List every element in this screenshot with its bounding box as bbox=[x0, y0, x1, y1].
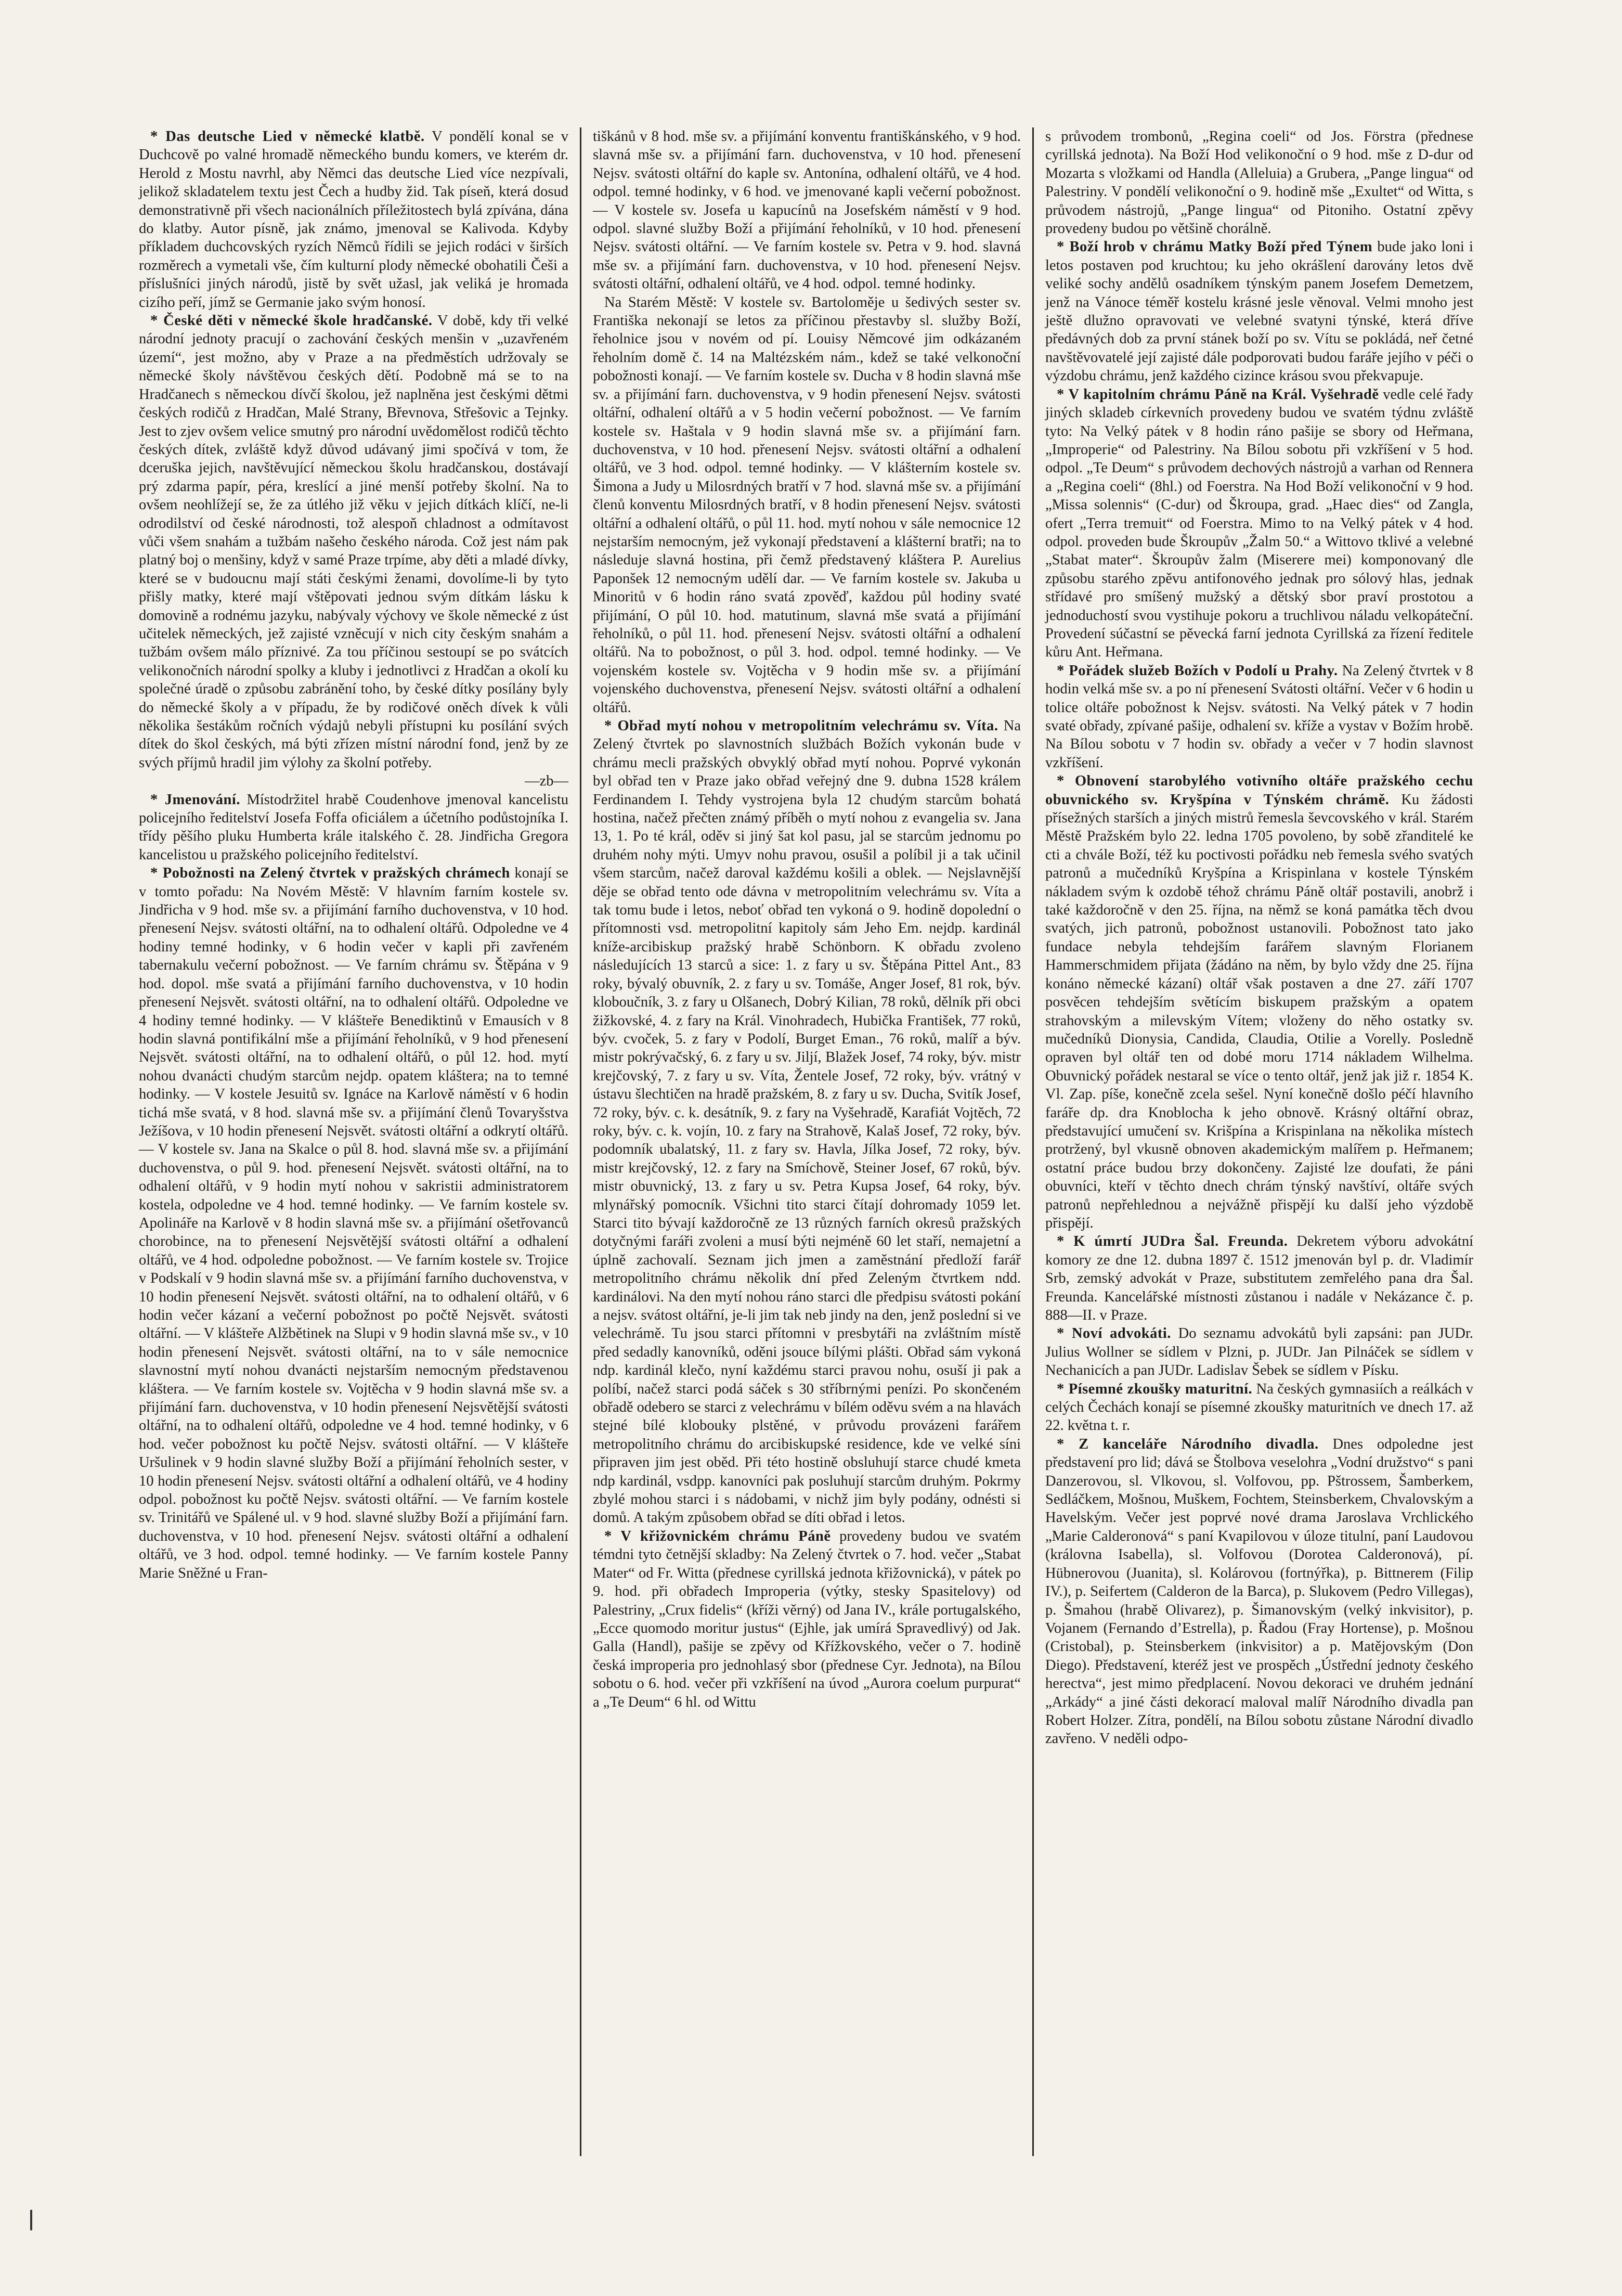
article-text: Na Starém Městě: V kostele sv. Bartoloměje u šedivých sester sv. Františka nekonají se letos za příčinou přestavby sl. služby Boží, řeholnice jsou v novém od pí. Louisy Němcové jim odkázaném řeholním domě č. 14 na Maltézském nám., kdež se také velkonoční pobožnosti konají. — Ve farním kostele sv. Ducha v 8 hodin slavná mše sv. a přijímání farn. duchovenstva, v 9 hodin přenesení Nejsv. svátosti oltářní, odhalení oltářů a v 5 hodin večerní pobožnost. — Ve farním kostele sv. Haštala v 9 hodin slavná mše sv. a přijímání farn. duchovenstva, v 10 hod. přenesení Nejsv. svátosti oltářní a odhalení oltářů, ve 3 hod. odpol. temné hodinky. — V klášterním kostele sv. Šimona a Judy u Milosrdných bratří v 7 hod. slavná mše sv. a přijímání členů konventu Milosrdných bratří, v 8 hodin přenesení Nejsv. svátosti oltářní a odhalení oltářů, o půl 11. hod. mytí nohou v sále nemocnice 12 nejstarším nemocným, jež vykonají představení a klášterní bratři; na to následuje slavná hostina, při čemž představený kláštera P. Aurelius Paponšek 12 nemocným udělí dar. — Ve farním kostele sv. Jakuba u Minoritů v 6 hodin ráno svatá zpověď, každou půl hodiny svaté přijímání, O půl 10. hod. matutinum, slavná mše svatá a přijímání řeholníků, o půl 11. hod. přenesení Nejsv. svátosti oltářní a odhalení oltářů. Na to pobožnost, o půl 3. hod. odpol. temné hodinky. — Ve vojenském kostele sv. Vojtěcha v 9 hodin mše sv. a přijímání vojenského duchovenstva, přenesení Nejsv. svátosti oltářní a odhalení oltářů. bbox=[593, 294, 1021, 716]
article-paragraph bbox=[1045, 1232, 1473, 1324]
article-text: Ku žádosti přísežných starších a jiných mistrů řemesla ševcovského v král. Starém Městě Pražském bylo 22. ledna 1705 povoleno, by sobě zřanditelé ke cti a chvále Boží, též ku poctivosti pořádku neb řemesla svého svatých patronů a mučedníků Kryšpína a Krispinlana v kostele Týnském nákladem svým k ozdobě téhož chrámu Páně oltář postavili, anobrž i také každoročně v den 25. října, na němž se koná památka těch dvou svatých, jich patronů, pobožnost ustanovili. Pobožnost tato jako fundace nebyla tehdejším farářem slavným Florianem Hammerschmidem přijata (žádáno na něm, by bylo vždy dne 25. října konáno německé kázaní) oltář však postaven a dne 27. září 1707 posvěcen tehdejším světícím biskupem pražským a opatem strahovským a milevským Vítem; vloženy do něho ostatky sv. mučedníků Dionysia, Candida, Claudia, Otilie a Vorelly. Posledně opraven byl oltář ten od dobé moru 1714 nákladem Wilhelma. Obuvnický pořádek nestaral se více o tento oltář, jenž jak již r. 1854 K. Vl. Zap. píše, konečně zcela sešel. Nyní konečně došlo péčí hlavního faráře dp. dra Knoblocha k jeho obnově. Krásný oltářní obraz, představující umučení sv. Krišpína a Krispinlana na několika místech protržený, byl vkusně obnoven akademickým malířem p. Heřmanem; ostatní práce budou brzy dokončeny. Zajisté lze doufati, že páni obuvníci, kteří v těchto dnech chrám týnský navštíví, oltáře svých patronů nepřehlednou a nejvážně přispějí ku další jeho výzdobě přispějí. bbox=[1045, 791, 1474, 1231]
article-heading: * Písemné zkoušky maturitní. bbox=[1057, 1381, 1253, 1397]
article-paragraph bbox=[1045, 127, 1473, 238]
article-heading: * Noví advokáti. bbox=[1057, 1325, 1171, 1342]
column-1 bbox=[127, 127, 580, 2156]
article-paragraph bbox=[1045, 238, 1473, 385]
article-paragraph bbox=[1045, 1380, 1473, 1435]
article-paragraph bbox=[139, 791, 568, 865]
article-heading: * Obnovení starobylého votivního oltáře pražského cechu obuvnického sv. Kryšpína v Týnském chrámě. bbox=[1045, 773, 1473, 808]
text-columns bbox=[127, 127, 1485, 2156]
article-text: vedle celé řady jiných skladeb církevních provedeny budou ve svatém týdnu zvláště tyto: Na Velký pátek v 8 hodin ráno pašije se sbory od Heřmana, „Improperie“ od Palestriny. Na Bílou sobotu při vzkříšení v 5 hod. odpol. „Te Deum“ s průvodem dechových nástrojů a varhan od Rennera a „Regina coeli“ (8hl.) od Foerstra. Na Hod Boží velikonoční v 9 hod. „Missa solennis“ (C-dur) od Škroupa, grad. „Haec dies“ od Zangla, ofert „Terra tremuit“ od Foerstra. Mimo to na Velký pátek v 4 hod. odpol. proveden bude Škroupův „Žalm 50.“ a Wittovo tklivé a velebné „Stabat mater“. Škroupův žalm (Miserere mei) komponovaný dle způsobu starého zpěvu antifonového jednak pro sólový hlas, jednak střídavé pro smíšený mužský a dětský sbor praví prostotou a jednoduchostí svou vystihuje pokoru a truchlivou náladu velkopáteční. Provedení súčastní se pěvecká farní jednota Cyrillská za řízení ředitele kůru Ant. Heřmana. bbox=[1045, 386, 1473, 661]
article-heading: * Z kanceláře Národního divadla. bbox=[1057, 1436, 1319, 1452]
article-heading: * K úmrtí JUDra Šal. Freunda. bbox=[1057, 1233, 1288, 1250]
article-text: V době, kdy tři velké národní jednoty pracují o zachování českých menšin v „uzavřeném území“, jest možno, aby v Praze a na předměstích udržovaly se německé školy návštěvou českých dětí. Podobně má se to na Hradčanech s německou dívčí školou, jež naplněna jest českými dětmi českých rodičů z Hradčan, Malé Strany, Břevnova, Střešovic a Tejnky. Jest to zjev ovšem velice smutný pro národní uvědomělost rodičů těchto českých dítek, zvláště když důvod udávaný jimi spočívá v tom, že dceruška jejich, navštěvující německou školu hradčanskou, dostávají prý zdarma papír, péra, kreslící a jiné menší potřeby školní. Na to ovšem neohlížejí se, že za útlého již věku v jejich dítkách klíčí, ne-li odrodilství od české národnosti, tož alespoň chladnost a odmítavost vůči všem snahám a tužbám našeho českého národa. Což jest nám pak platný boj o menšiny, když v samé Praze trpíme, aby děti a mladé dívky, které se v budoucnu mají státi českými ženami, dovolíme-li by tyto přišly matky, které mají vštěpovati jednou svým dítkám lásku k domovině a rodnému jazyku, nabývaly výchovy ve škole německé z úst učitelek německých, jež zajisté vzněcují v nich city českým snahám a tužbám ovšem málo příznivé. Za tou příčinou sestoupí se po svátcích velikonočních národní spolky a kluby i jednotlivci z Hradčan a okolí ku společné úradě o způsobu zabránění toho, by české dítky posílány byly do německé školy a v případu, že by rodičové oněch dívek k vůli několika šestákům ročních výdajů nebyli přístupni ku posílání svých dítek do škol českých, má býti zřízen místní národní fond, jenž by ze svých příjmů hradil jim výlohy za školní potřeby. bbox=[139, 313, 568, 771]
article-text: konají se v tomto pořadu: Na Novém Městě: V hlavním farním kostele sv. Jindřicha v 9 hod. mše sv. a přijímání farního duchovenstva, v 10 hod. přenesení Nejsv. svátosti oltářní, na to odhalení oltářů. Odpoledne ve 4 hodiny temné hodinky, v 6 hodin večer v kapli při zavřeném tabernakulu večerní pobožnost. — Ve farním chrámu sv. Štěpána v 9 hod. dopol. mše svatá a přijímání farního duchovenstva, v 10 hodin přenesení Nejsvět. svátosti oltářní, na to odhalení oltářů. Odpoledne ve 4 hodiny temné hodinky. — V klášteře Benediktinů v Emausích v 8 hodin slavná pontifikální mše a přijímání řeholníků, v 9 hod přenesení Nejsvět. svátosti oltářní, na to odhalení oltářů, o půl 12. hod. mytí nohou dvanácti chudým starcům nejdp. opatem kláštera; na to temné hodinky. — V kostele Jesuitů sv. Ignáce na Karlově náměstí v 6 hodin tichá mše svatá, v 8 hod. slavná mše sv. a přijímání členů Tovaryšstva Ježíšova, v 10 hodin přenesení Nejsvět. svátosti oltářní a odkrytí oltářů. — V kostele sv. Jana na Skalce o půl 8. hod. slavná mše sv. a přijímání duchovenstva, o půl 9. hod. přenesení Nejsvět. svátosti oltářní, na to odhalení oltářů, v 9 hodin mytí nohou v sakristii administratorem kostela, odpoledne ve 4 hod. temné hodinky. — Ve farním kostele sv. Apolináře na Karlově v 8 hodin slavná mše sv. a přijímání ošetřovanců chorobince, na to přenesení Nejsvětější svátosti oltářní a odhalení oltářů, ve 4 hod. odpoledne pobožnost. — Ve farním kostele sv. Trojice v Podskalí v 9 hodin slavná mše sv. a přijímání farního duchovenstva, v 10 hodin přenesení Nejsvět. svátosti oltářní, na to odhalení oltářů, v 6 hodin večer kázaní a večerní pobožnost po počtě Nejsvět. svátosti oltářní. — V klášteře Alžbětinek na Slupi v 9 hodin slavná mše sv., v 10 hodin přenesení Nejsvět. svátosti oltářní, na to v sále nemocnice slavnostní mytí nohou dvanácti nejstarším nemocným představenou kláštera. — Ve farním kostele sv. Vojtěcha v 9 hodin slavná mše sv. a přijímání farn. duchovenstva, v 10 hodin přenesení Nejsvětější svátosti oltářní, na to odhalení oltářů, odpoledne ve 4 hod. temné hodinky, v 6 hod. večer pobožnost ku počtě Nejsv. svátosti oltářní. — V klášteře Uršulinek v 9 hodin slavné služby Boží a přijímání řeholních sester, v 10 hodin přenesení Nejsv. svátosti oltářní a odhalení oltářů, ve 4 hodiny odpol. pobožnost ku počtě Nejsv. svátosti oltářní. — Ve farním kostele sv. Trinitářů ve Spálené ul. v 9 hod. slavné služby Boží a přijímání farn. duchovenstva, v 10 hod. přenesení Nejsv. svátosti oltářní a odhalení oltářů, ve 3 hod. odpol. temné hodinky. — Ve farním kostele Panny Marie Sněžné u Fran- bbox=[139, 865, 568, 1581]
signature: —zb— bbox=[525, 773, 568, 790]
article-text: Dnes odpoledne jest představení pro lid; dává se Štolbova veselohra „Vodní družstvo“ s pani Danzerovou, sl. Vlkovou, sl. Volfovou, pp. Pštrossem, Šamberkem, Sedláčkem, Mošnou, Muškem, Fochtem, Steinsberkem, Chvalovským a Havelským. Večer jest poprvé nové drama Jaroslava Vrchlického „Marie Calderonová“ s paní Kvapilovou v úloze titulní, paní Laudovou (královna Isabella), sl. Volfovou (Dorotea Calderonová), pí. Hübnerovou (Juanita), sl. Kolárovou (fortnýřka), p. Bittnerem (Filip IV.), p. Seifertem (Calderon de la Barca), p. Slukovem (Pedro Villegas), p. Šmahou (hrabě Olivarez), p. Šimanovským (velký inkvisitor), p. Vojanem (Fernando d’Estrella), p. Řadou (Fray Hortense), p. Mošnou (Cristobal), p. Steinsberkem (inkvisitor) a p. Matějovským (Don Diego). Představení, kteréž jest ve prospěch „Ústřední jednoty českého herectva“, jest mimo předplacení. Novou dekoraci ve druhém jednání „Arkády“ a jiné části dekorací maloval malíř Národního divadla pan Robert Holzer. Zítra, pondělí, na Bílou sobotu zůstane Národní divadlo zavřeno. V neděli odpo- bbox=[1045, 1436, 1473, 1747]
article-paragraph bbox=[1045, 385, 1473, 662]
article-text: Na českých gymnasiích a reálkách v celých Čechách konají se písemné zkoušky maturitních ve dnech 17. až 22. května t. r. bbox=[1045, 1381, 1474, 1434]
article-paragraph bbox=[139, 312, 568, 772]
column-3 bbox=[1032, 127, 1485, 2156]
article-text: tiškánů v 8 hod. mše sv. a přijímání konventu františkánského, v 9 hod. slavná mše sv. a přijímání farn. duchovenstva, v 10 hod. přenesení Nejsv. svátosti oltářní do kaple sv. Antonína, odhalení oltářů, ve 4 hod. odpol. temné hodinky, v 6 hod. ve jmenované kapli večerní pobožnost. — V kostele sv. Josefa u kapucínů na Josefském náměstí v 9 hod. odpol. slavné služby Boží a přijímání řeholníků, v 10 hod. přenesení Nejsv. svátosti oltářní. — Ve farním kostele sv. Petra v 9. hod. slavná mše sv. a přijímání farn. duchovenstva, v 10 hod. přenesení Nejsv. svátosti oltářní, odhalení oltářů, ve 4 hod. odpol. temné hodinky. bbox=[593, 128, 1021, 292]
article-heading: * Das deutsche Lied v německé klatbě. bbox=[150, 128, 425, 145]
article-heading: * Boží hrob v chrámu Matky Boží před Týnem bbox=[1057, 239, 1373, 255]
article-paragraph bbox=[593, 1527, 1021, 1711]
article-heading: * Pobožnosti na Zelený čtvrtek v pražských chrámech bbox=[150, 865, 510, 882]
article-paragraph bbox=[139, 864, 568, 1582]
article-text: s průvodem trombonů, „Regina coeli“ od Jos. Förstra (přednese cyrillská jednota). Na Boží Hod velikonoční o 9 hod. mše z D-dur od Mozarta s vložkami od Handla (Alleluia) a Grubera, „Pange lingua“ od Palestriny. V pondělí velikonoční o 9. hodině mše „Exultet“ od Witta, s průvodem nástrojů, „Pange lingua“ od Pitoniho. Ostatní zpěvy provedeny budou po většině chorálně. bbox=[1045, 128, 1473, 237]
article-paragraph bbox=[593, 127, 1021, 293]
article-heading: * Obřad mytí nohou v metropolitním velechrámu sv. Víta. bbox=[604, 718, 998, 734]
article-text: provedeny budou ve svatém témdni tyto četnější skladby: Na Zelený čtvrtek o 7. hod. večer „Stabat Mater“ od Fr. Witta (přednese cyrillská jednota křižovnická), v pátek po 9. hod. při obřadech Improperia (výtky, stesky Spasitelovy) od Palestriny, „Crux fidelis“ (kříži věrný) od Jana IV., krále portugalského, „Ecce quomodo moritur justus“ (Ejhle, jak umírá Spravedlivý) od Jak. Galla (Handl), pašije se zpěvy od Křížkovského, večer o 7. hodině česká improperia pro jednohlasý sbor (přednese Cyr. Jednota), na Bílou sobotu o 6. hod. večer při vzkříšení na úvod „Aurora coelum purpurat“ a „Te Deum“ 6 hl. od Wittu bbox=[593, 1528, 1021, 1710]
article-paragraph bbox=[1045, 772, 1473, 1232]
article-heading: * V křižovnickém chrámu Páně bbox=[604, 1528, 831, 1544]
margin-mark bbox=[30, 2210, 32, 2230]
article-paragraph bbox=[1045, 662, 1473, 772]
article-text: V pondělí konal se v Duchcově po valné hromadě německého bundu komers, ve kterém dr. Herold z Mostu navrhl, aby Němci das deutsche Lied více nezpívali, jelikož skladatelem textu jest Čech a hudby žid. Tak píseň, která dosud demonstrativně při všech nacionálních příležitostech bylá zpívána, dána do klatby. Autor písně, jak známo, jmenoval se Kalivoda. Kdyby příkladem duchcovských ryzích Němců řídili se jejich rodáci v širších rozměrech a vymetali vše, čím kulturní plody německé obohatili Češi a příslušníci jiných národů, jistě by svět užasl, jak veliká je hromada cizího peří, jímž se Germanie jako svým honosí. bbox=[139, 128, 568, 311]
article-paragraph bbox=[593, 293, 1021, 717]
article-text: Dekretem výboru advokátní komory ze dne 12. dubna 1897 č. 1512 jmenován byl p. dr. Vladimír Srb, zemský advokát v Praze, substitutem zemřelého pana dra Šal. Freunda. Kancelářské místnosti zůstanou i nadále v Nekázance č. p. 888—II. v Praze. bbox=[1045, 1233, 1473, 1323]
article-text: Místodržitel hrabě Coudenhove jmenoval kancelistu policejního ředitelství Josefa Foffa oficiálem a účetního podůstojníka I. třídy pěšího pluku Humberta krále italského č. 28. Jindřicha Gregora kancelistou u pražského policejního ředitelství. bbox=[139, 791, 569, 863]
article-heading: * Pořádek služeb Božích v Podolí u Prahy. bbox=[1057, 662, 1338, 679]
article-paragraph bbox=[593, 717, 1021, 1527]
article-text: Do seznamu advokátů byli zapsáni: pan JUDr. Julius Wollner se sídlem v Plzni, p. JUDr. Jan Pilnáček se sídlem v Nechanicích a pan JUDr. Ladislav Šebek se sídlem v Písku. bbox=[1045, 1325, 1473, 1379]
article-text: bude jako loni i letos postaven pod kruchtou; ku jeho okrášlení darovány letos dvě veliké sochy andělů osadníkem týnským panem Josefem Demetzem, jenž na Vánoce téměř kostelu krásné jesle věnoval. Velmi mnoho jest ještě dlužno opravovati ve velebné svatyni týnské, která dříve předávných dob za první stánek boží po sv. Vítu se pokládá, neř četné navštěvovatelé její zajisté dále podporovati budou faráře jejího v péči o výzdobu chrámu, jenž každého cizince krásou svou překvapuje. bbox=[1045, 239, 1473, 384]
article-paragraph bbox=[139, 127, 568, 312]
article-heading: * Jmenování. bbox=[150, 791, 240, 808]
article-text: Na Zelený čtvrtek po slavnostních službách Božích vykonán bude v chrámu mecli pražských obvyklý obřad mytí nohou. Poprvé vykonán byl obřad ten v Praze jako obřad veřejný dne 9. dubna 1528 králem Ferdinandem I. Tehdy vystrojena byla 12 chudým starcům bohatá hostina, načež přečten známý příběh o mytí nohou z evangelia sv. Jana 13, 1. Po té král, oděv si jiný šat kol pasu, jal se starcům jednomu po druhém nohy mýti. Umyv nohu pravou, osušil a políbil ji a tak učinil všem starcům, načež daroval každému košili a oblek. — Nejslavnější děje se obřad tento ode dávna v metropolitním velechrámu sv. Víta a tak tomu bude i letos, neboť obřad ten vykoná o 9. hodině dopolední o přítomnosti vsd. metropolitní kapitoly sám Jeho Em. nejdp. kardinál kníže-arcibiskup pražský hrabě Schönborn. K obřadu zvoleno následujících 13 starců a sice: 1. z fary u sv. Štěpána Pittel Ant., 83 roky, bývalý obuvník, 2. z fary u sv. Tomáše, Anger Josef, 81 rok, býv. kloboučník, 3. z fary u Olšanech, Dobrý Kilian, 78 roků, dělník při obci žižkovské, 4. z fary na Král. Vinohradech, Hubička František, 77 roků, býv. cvoček, 5. z fary v Podolí, Burget Eman., 76 roků, malíř a býv. mistr pokrývačský, 6. z fary u sv. Jiljí, Blažek Josef, 74 roky, býv. mistr krejčovský, 7. z fary u sv. Víta, Žentele Josef, 72 roky, býv. vrátný v ústavu šlechtičen na hradě pražském, 8. z fary u sv. Ducha, Svitík Josef, 72 roky, býv. c. k. desátník, 9. z fary na Vyšehradě, Karafiát Vojtěch, 72 roky, býv. c. k. vojín, 10. z fary na Strahově, Kalaš Josef, 72 roky, býv. podomník ubalatský, 11. z fary sv. Havla, Jílka Josef, 72 roky, býv. mistr krejčovský, 12. z fary na Smíchově, Steiner Josef, 67 roků, býv. mistr obuvnický, 13. z fary u sv. Petra Kupsa Josef, 64 roky, býv. mlynářský pomocník. Všichni tito starci čítají dohromady 1059 let. Starci tito bývají každoročně ze 13 různých farních okresů pražských dotyčnými faráři zvoleni a musí býti nejméně 60 let staří, nemajetní a úplně zachovalí. Seznam jich jmen a zaměstnání předloží farář metropolitního chrámu několik dní před Zeleným čtvrtkem ndd. kardinálovi. Na den mytí nohou ráno starci dle předpisu svátosti pokání a nejsv. svátost oltářní, je-li jim tak neb jindy na den, jenž poslední si ve velechrámě. Tu jsou starci přítomni v presbytáři na zvláštním místě před sedadly kanovníků, oděni jsouce bílými plášti. Obřad sám vykoná ndp. kardinál klečo, nyní každému starci pravou nohu, osuší ji pak a políbí, načež starci podá sáček s 30 stříbrnými penízi. Po skončeném obřadě odebero se starci z velechrámu v bílém oděvu svém a na hlavách stejné bílé klobouky plstěné, v průvodu provázeni farářem metropolitního chrámu do arcibiskupské residence, kde ve velké síni připraven jim jest oběd. Při této hostině obsluhují starce chudé kmeta ndp kardinál, vsdpp. kanovníci pak posluhují starcům druhým. Pokrmy zbylé mohou starci i s nádobami, v nichž jim byly podány, odnésti si domů. A takým způsobem obřad se díti obřad i letos. bbox=[593, 718, 1021, 1526]
article-text: Na Zelený čtvrtek v 8 hodin velká mše sv. a po ní přenesení Svátosti oltářní. Večer v 6 hodin u tolice oltáře pobožnost k Nejsv. svátosti. Na Velký pátek v 7 hodin svaté obřady, zpívané pašije, odhalení sv. kříže a vystav v Božím hrobě. Na Bílou sobotu v 7 hodin sv. obřady a večer v 7 hodin slavnost vzkříšení. bbox=[1045, 662, 1474, 771]
article-heading: * V kapitolním chrámu Páně na Král. Vyšehradě bbox=[1057, 386, 1379, 403]
article-heading: * České děti v německé škole hradčanské. bbox=[150, 313, 433, 329]
article-paragraph bbox=[1045, 1435, 1473, 1748]
article-paragraph bbox=[1045, 1324, 1473, 1379]
column-2 bbox=[580, 127, 1032, 2156]
